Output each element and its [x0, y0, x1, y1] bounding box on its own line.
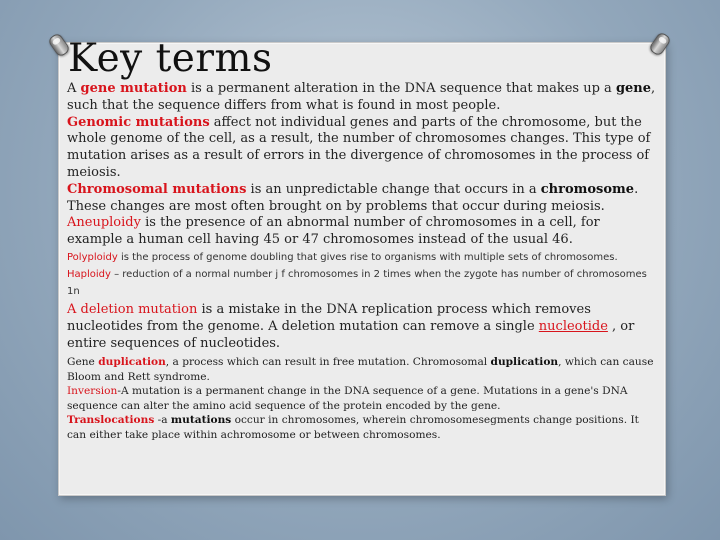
definition-polyploidy: Polyploidy is the process of genome doubling that gives rise to organisms with multiple sets of chromosomes. — [67, 251, 618, 263]
term-chromosomal-mutations: Chromosomal mutations — [67, 181, 247, 197]
term-haploidy: Haploidy — [67, 268, 111, 280]
term-duplication-bold: duplication — [490, 356, 559, 369]
definition-translocations: Translocations -a mutations occur in chromosomes, wherein chromosomesegments change positions. It can either take place within achromosome or between chromosomes. — [67, 414, 639, 441]
definition-genomic-mutations: Genomic mutations affect not individual genes and parts of the chromosome, but the whole genome of the cell, as a result, the number of chromosomes changes. This type of mutation arises as a result of errors in the divergence of chromosomes in the process of meiosis. — [67, 114, 651, 180]
term-duplication: duplication — [98, 356, 166, 369]
term-genomic-mutations: Genomic mutations — [67, 114, 210, 130]
slide-body — [67, 81, 657, 442]
definition-deletion-mutation: A deletion mutation is a mistake in the DNA replication process which removes nucleotides from the genome. A deletion mutation can remove a single nucleotide , or entire sequences of nucleotides. — [67, 301, 635, 351]
term-deletion-mutation: A deletion mutation — [67, 301, 198, 317]
term-aneuploidy: Aneuploidy — [67, 215, 141, 231]
term-gene-mutation: gene mutation — [80, 81, 187, 96]
slide-title: Key terms — [68, 36, 273, 81]
definition-haploidy: Haploidy – reduction of a normal number j f chromosomes in 2 times when the zygote has number of chromosomes 1n — [67, 268, 647, 297]
term-polyploidy: Polyploidy — [67, 251, 118, 263]
term-gene: gene — [615, 81, 652, 96]
term-mutations: mutations — [170, 414, 232, 427]
nucleotide-link[interactable]: nucleotide — [538, 318, 608, 334]
definition-chromosomal-mutations: Chromosomal mutations is an unpredictable change that occurs in a chromosome. These changes are most often brought on by problems that occur during meiosis. — [67, 181, 639, 214]
definition-gene-mutation: A gene mutation is a permanent alteration in the DNA sequence that makes up a gene, such that the sequence differs from what is found in most people. — [67, 81, 656, 113]
definition-inversion: Inversion-A mutation is a permanent change in the DNA sequence of a gene. Mutations in a gene's DNA sequence can alter the amino acid sequence of the protein encoded by the gene. — [67, 385, 628, 412]
definition-aneuploidy: Aneuploidy is the presence of an abnormal number of chromosomes in a cell, for example a human cell having 45 or 47 chromosomes instead of the usual 46. — [67, 215, 600, 248]
term-translocations: Translocations — [67, 414, 155, 427]
term-chromosome: chromosome — [540, 181, 635, 197]
term-inversion: Inversion — [67, 385, 118, 398]
definition-duplication: Gene duplication, a process which can result in free mutation. Chromosomal duplication, which can cause Bloom and Rett syndrome. — [67, 356, 654, 383]
